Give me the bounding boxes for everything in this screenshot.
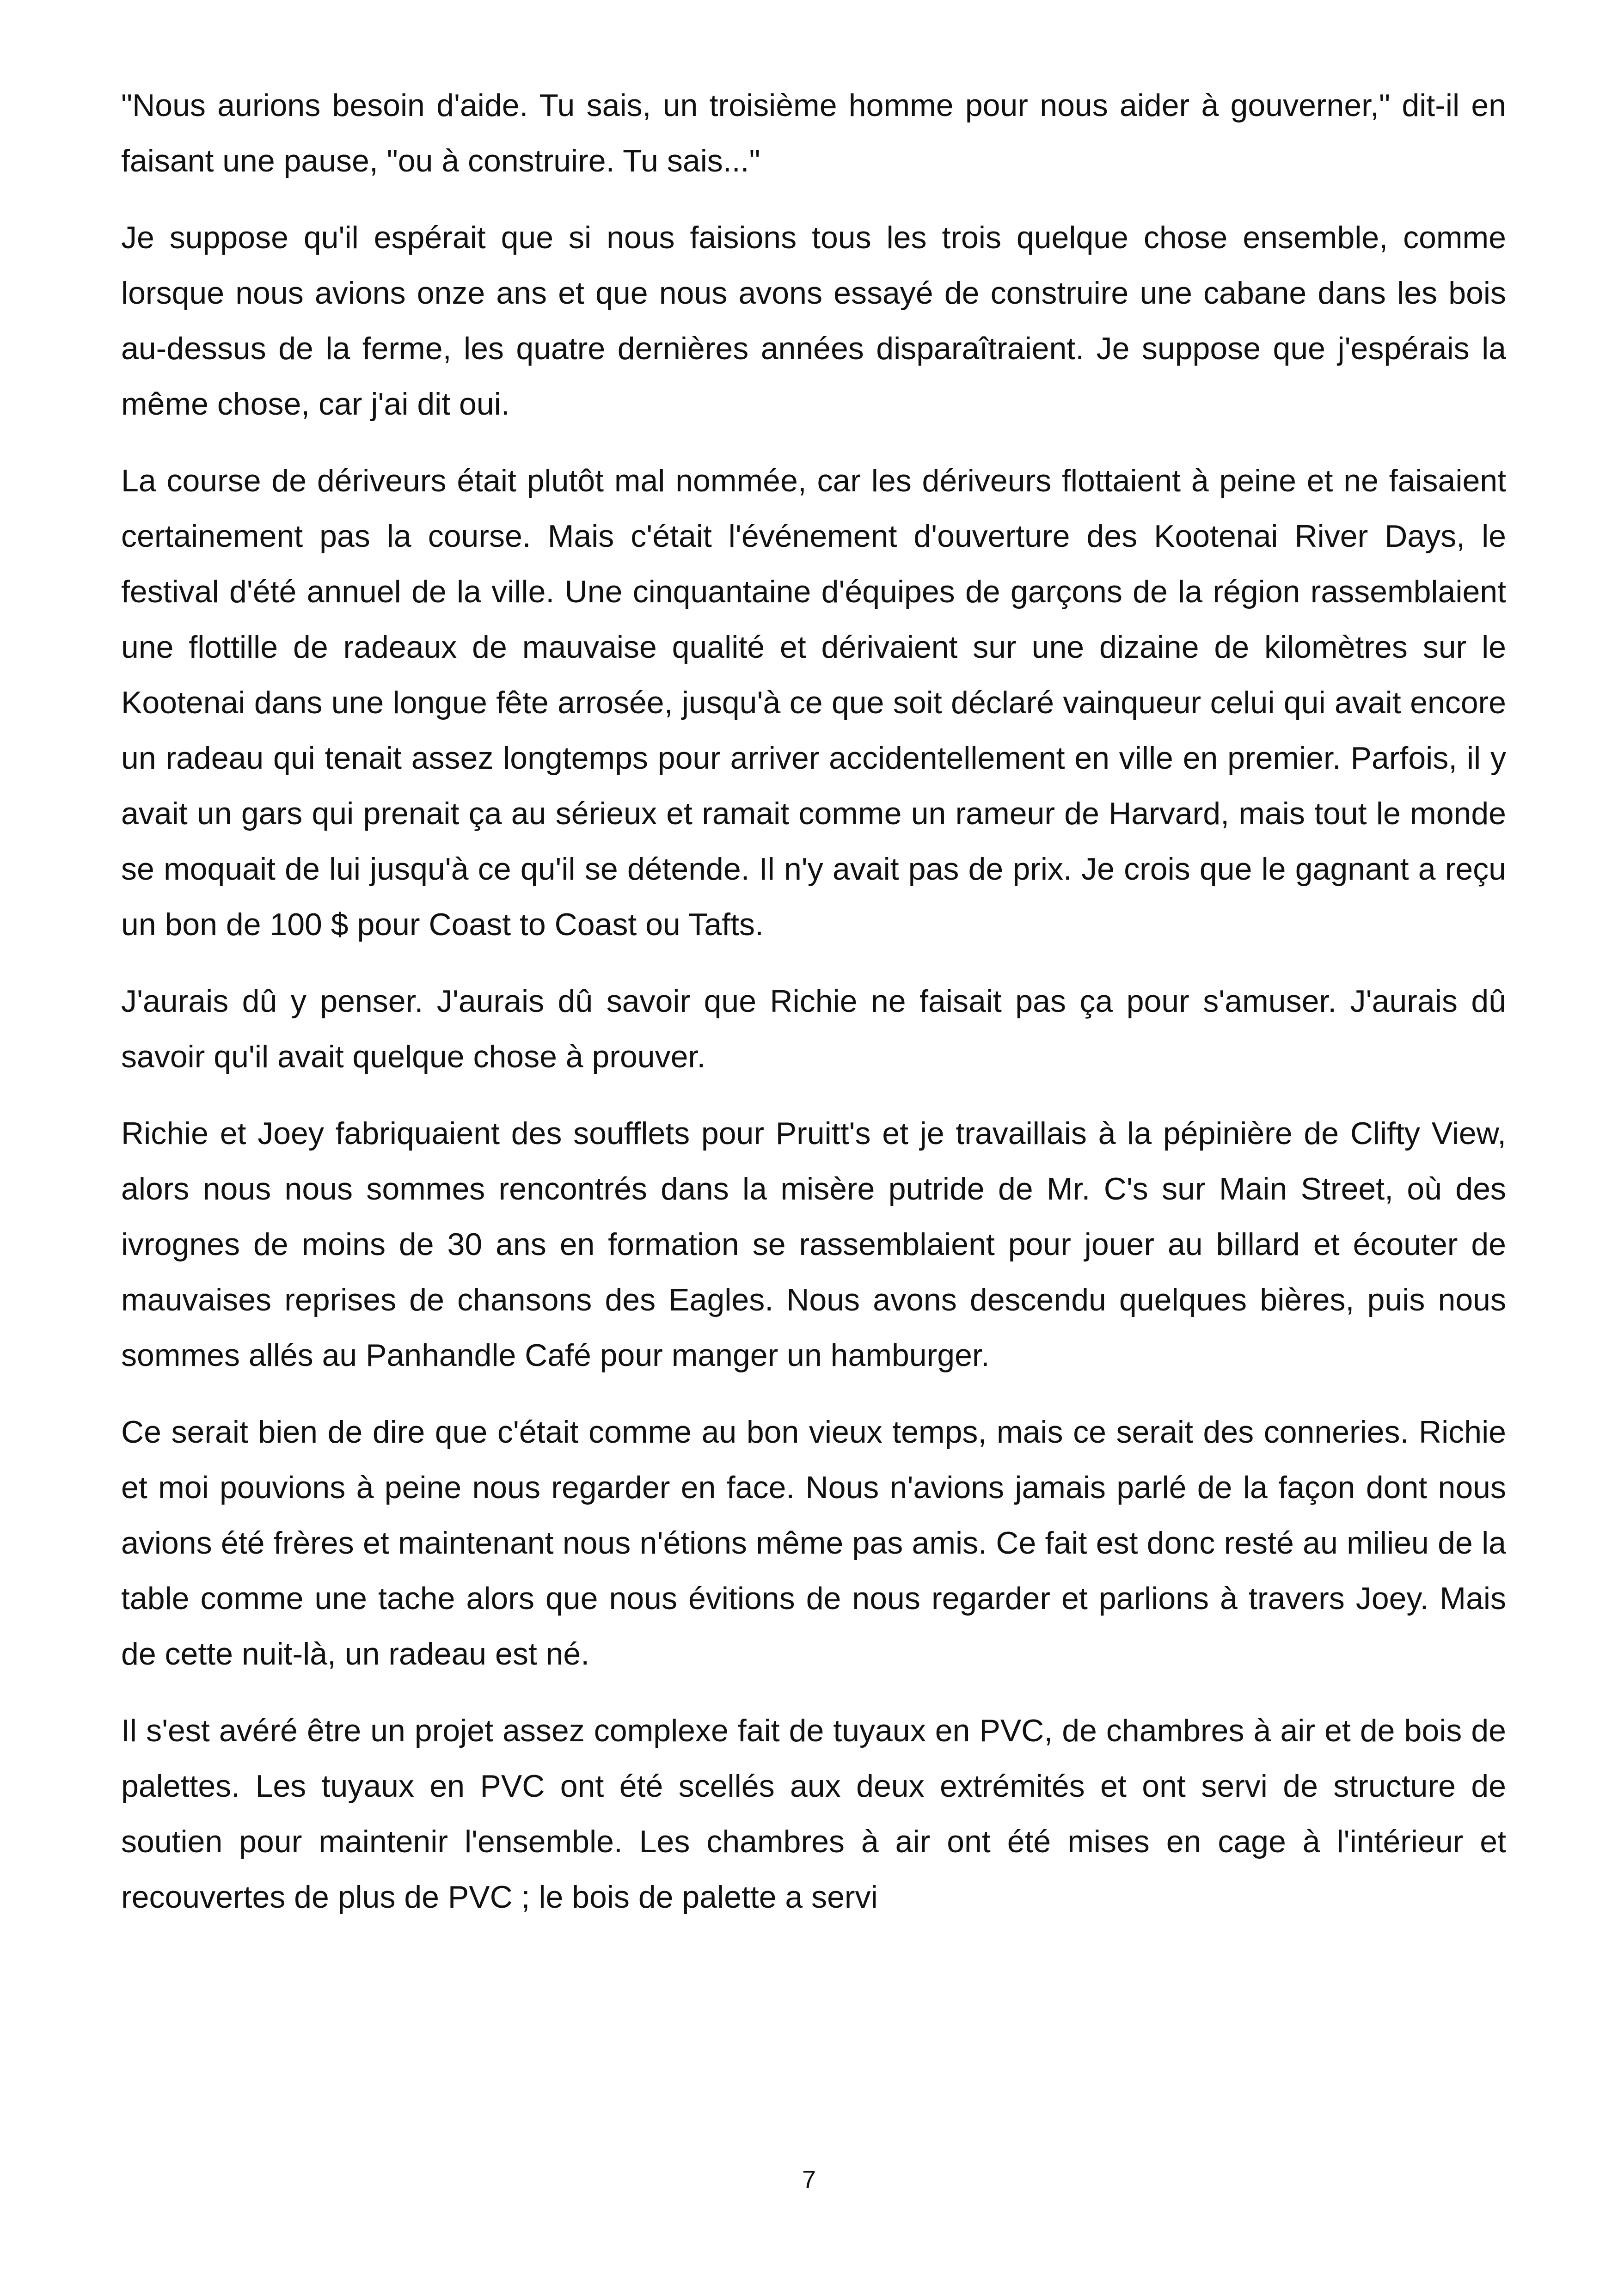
paragraph-4: J'aurais dû y penser. J'aurais dû savoir que Richie ne faisait pas ça pour s'amuser. J'aurais dû savoir qu'il avait quelque chose à prouver. bbox=[121, 984, 1506, 1074]
paragraph-6: Ce serait bien de dire que c'était comme au bon vieux temps, mais ce serait des conneries. Richie et moi pouvions à peine nous regarder en face. Nous n'avions jamais parlé de la façon dont nous avions été frères et maintenant nous n'étions même pas amis. Ce fait est donc resté au milieu de la table comme une tache alors que nous évitions de nous regarder et parlions à travers Joey. Mais de cette nuit-là, un radeau est né. bbox=[121, 1414, 1506, 1671]
page-number: 7 bbox=[802, 2166, 816, 2193]
paragraph-5: Richie et Joey fabriquaient des soufflets pour Pruitt's et je travaillais à la pépinière de Clifty View, alors nous nous sommes rencontrés dans la misère putride de Mr. C's sur Main Street, où des ivrognes de moins de 30 ans en formation se rassemblaient pour jouer au billard et écouter de mauvaises reprises de chansons des Eagles. Nous avons descendu quelques bières, puis nous sommes allés au Panhandle Café pour manger un hamburger. bbox=[121, 1116, 1506, 1373]
paragraph-1: "Nous aurions besoin d'aide. Tu sais, un troisième homme pour nous aider à gouverner," dit-il en faisant une pause, "ou à construire. Tu sais..." bbox=[121, 88, 1506, 178]
paragraph-3: La course de dériveurs était plutôt mal nommée, car les dériveurs flottaient à peine et ne faisaient certainement pas la course. Mais c'était l'événement d'ouverture des Kootenai River Days, le festival d'été annuel de la ville. Une cinquantaine d'équipes de garçons de la région rassemblaient une flottille de radeaux de mauvaise qualité et dérivaient sur une dizaine de kilomètres sur le Kootenai dans une longue fête arrosée, jusqu'à ce que soit déclaré vainqueur celui qui avait encore un radeau qui tenait assez longtemps pour arriver accidentellement en ville en premier. Parfois, il y avait un gars qui prenait ça au sérieux et ramait comme un rameur de Harvard, mais tout le monde se moquait de lui jusqu'à ce qu'il se détende. Il n'y avait pas de prix. Je crois que le gagnant a reçu un bon de 100 $ pour Coast to Coast ou Tafts. bbox=[121, 463, 1506, 942]
paragraph-7: Il s'est avéré être un projet assez complexe fait de tuyaux en PVC, de chambres à air et de bois de palettes. Les tuyaux en PVC ont été scellés aux deux extrémités et ont servi de structure de soutien pour maintenir l'ensemble. Les chambres à air ont été mises en cage à l'intérieur et recouvertes de plus de PVC ; le bois de palette a servi bbox=[121, 1713, 1506, 1915]
page-body bbox=[121, 78, 1506, 1946]
paragraph-2: Je suppose qu'il espérait que si nous faisions tous les trois quelque chose ensemble, comme lorsque nous avions onze ans et que nous avons essayé de construire une cabane dans les bois au-dessus de la ferme, les quatre dernières années disparaîtraient. Je suppose que j'espérais la même chose, car j'ai dit oui. bbox=[121, 220, 1506, 422]
